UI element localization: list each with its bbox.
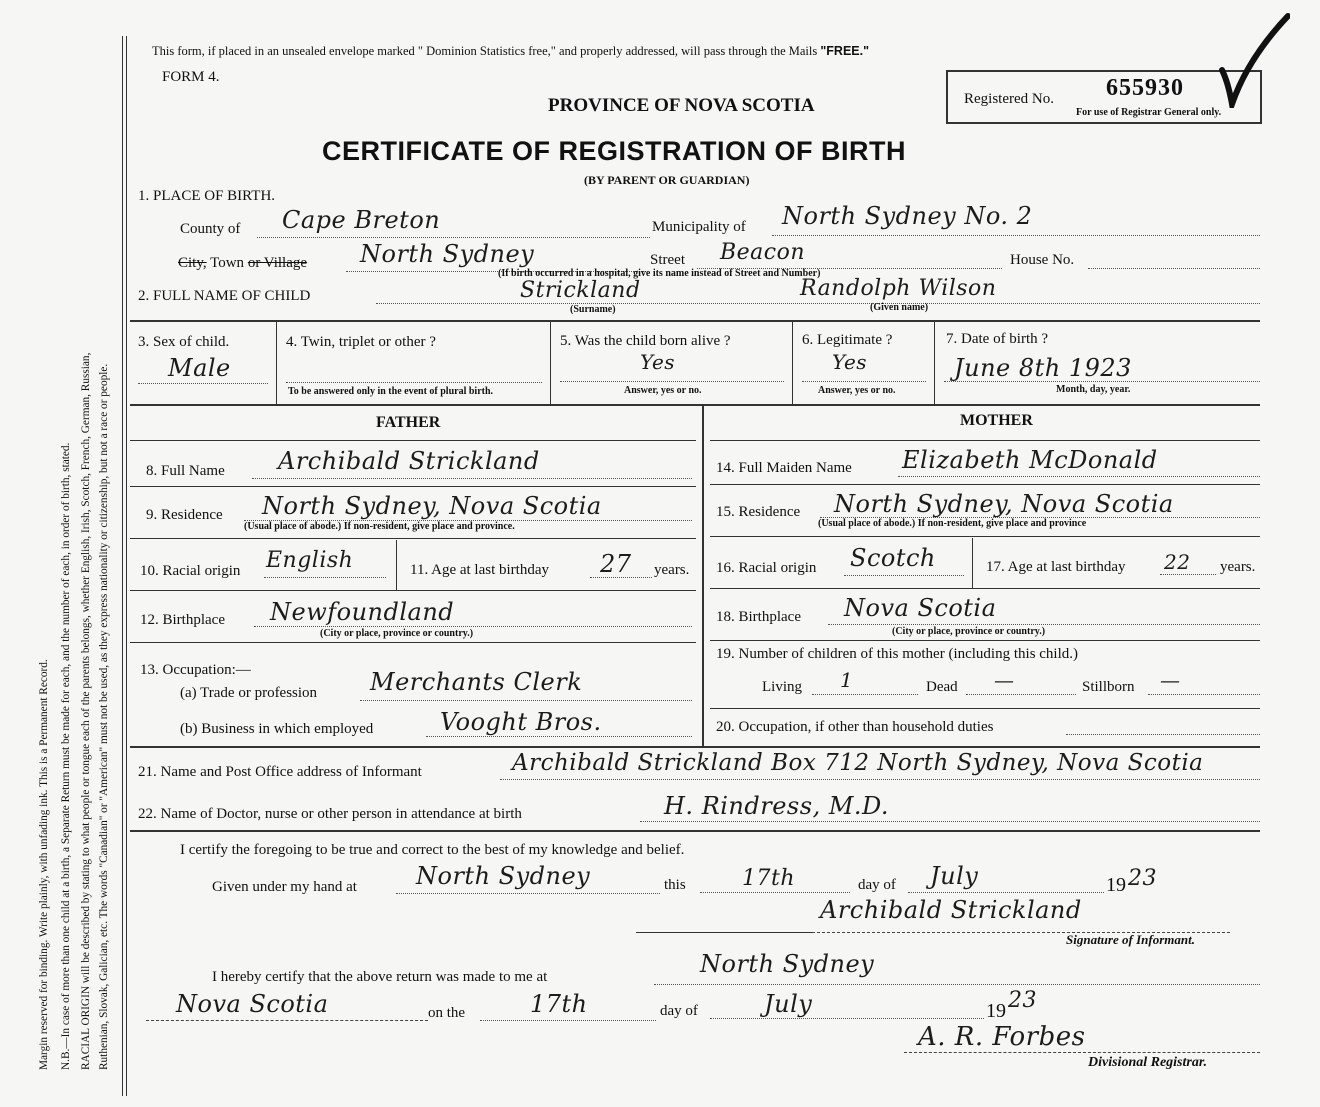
col-divider-4 xyxy=(934,322,935,404)
trade-label: (a) Trade or profession xyxy=(180,685,318,701)
mother-row-rule-3 xyxy=(710,588,1260,589)
binding-margin-line xyxy=(122,36,123,1096)
father-birthplace-note: (City or place, province or country.) xyxy=(320,628,474,639)
registrar-place-1: North Sydney xyxy=(700,950,875,978)
informant-line xyxy=(500,779,1260,780)
county-label: County of xyxy=(180,221,241,237)
mother-race-line xyxy=(844,575,964,576)
given-year-value: 23 xyxy=(1128,866,1157,891)
alive-note: Answer, yes or no. xyxy=(624,385,702,396)
municipality-label: Municipality of xyxy=(652,219,746,235)
row-top-border xyxy=(130,320,1260,322)
mother-birthplace-note: (City or place, province or country.) xyxy=(892,626,1046,637)
side-note-3: RACIAL ORIGIN will be described by stating to what people or tongue each of the parents belongs, whether English, Irish, Scotch, French, German, Russian, xyxy=(80,352,92,1070)
living-value: 1 xyxy=(840,668,854,692)
mother-name-label: 14. Full Maiden Name xyxy=(716,460,852,476)
doctor-label: 22. Name of Doctor, nurse or other person in attendance at birth xyxy=(138,806,522,822)
business-line xyxy=(426,736,692,737)
form-number: FORM 4. xyxy=(162,69,220,85)
mail-notice-text: This form, if placed in an unsealed envelope marked " Dominion Statistics free," and properly addressed, will pass through the Mails xyxy=(152,44,818,58)
side-note-2: N.B.—In case of more than one child at a birth, a Separate Return must be made for each, and the number of each, in order of birth, stated. xyxy=(60,442,72,1070)
given-day-value: 17th xyxy=(742,866,796,891)
alive-label: 5. Was the child born alive ? xyxy=(560,333,731,349)
father-race-label: 10. Racial origin xyxy=(140,563,241,579)
doctor-line xyxy=(640,821,1260,822)
province-heading: PROVINCE OF NOVA SCOTIA xyxy=(548,95,815,116)
children-count-label: 19. Number of children of this mother (including this child.) xyxy=(716,646,1079,662)
mother-birthplace-label: 18. Birthplace xyxy=(716,609,801,625)
registrar-place-line xyxy=(654,984,1260,985)
registrar-place-2-line xyxy=(146,1020,428,1021)
given-day-line xyxy=(700,892,850,893)
col-divider-3 xyxy=(792,322,793,404)
dob-value: June 8th 1923 xyxy=(954,354,1132,382)
father-race-line xyxy=(264,577,386,578)
mother-row-rule-4 xyxy=(710,640,1260,641)
mother-residence-value: North Sydney, Nova Scotia xyxy=(834,490,1174,518)
mother-residence-label: 15. Residence xyxy=(716,504,801,520)
registrar-year-value: 23 xyxy=(1008,988,1037,1013)
mother-name-value: Elizabeth McDonald xyxy=(902,446,1158,474)
dead-value: — xyxy=(994,668,1015,692)
col-divider-2 xyxy=(550,322,551,404)
town-value: North Sydney xyxy=(360,240,535,268)
occupation-label: 13. Occupation:— xyxy=(140,662,251,678)
alive-line xyxy=(560,381,784,382)
twin-label: 4. Twin, triplet or other ? xyxy=(286,334,436,350)
registered-number: 655930 xyxy=(1106,75,1184,101)
town-label: Town xyxy=(210,255,245,271)
registrar-month-value: July xyxy=(764,990,813,1018)
father-residence-note: (Usual place of abode.) If non-resident, give place and province. xyxy=(244,521,515,532)
father-race-value: English xyxy=(266,548,354,573)
day-of-label: day of xyxy=(858,877,896,893)
signature-underline-left xyxy=(636,932,812,933)
father-residence-label: 9. Residence xyxy=(146,507,223,523)
sex-line xyxy=(138,383,268,384)
street-label: Street xyxy=(650,252,685,268)
stillborn-value: — xyxy=(1160,668,1181,692)
given-month-value: July xyxy=(930,862,979,890)
father-race-divider xyxy=(396,540,397,590)
certificate-title: CERTIFICATE OF REGISTRATION OF BIRTH xyxy=(322,136,906,166)
doctor-value: H. Rindress, M.D. xyxy=(664,792,890,820)
legitimate-line xyxy=(802,381,926,382)
business-value: Vooght Bros. xyxy=(440,708,602,736)
mother-row-rule-2 xyxy=(710,536,1260,537)
binding-margin-line-2 xyxy=(126,36,127,1096)
father-residence-value: North Sydney, Nova Scotia xyxy=(262,492,602,520)
child-given-name: Randolph Wilson xyxy=(800,276,997,301)
mother-birthplace-line xyxy=(828,624,1260,625)
father-name-line xyxy=(252,478,692,479)
doctor-bottom-rule xyxy=(130,830,1260,832)
mother-age-label: 17. Age at last birthday xyxy=(986,559,1126,575)
informant-signature: Archibald Strickland xyxy=(820,896,1082,924)
registrar-label: Divisional Registrar. xyxy=(1088,1055,1208,1070)
this-label: this xyxy=(664,877,686,893)
mother-row-rule-1 xyxy=(710,484,1260,485)
parents-bottom-rule xyxy=(130,746,1260,748)
city-town-label xyxy=(178,255,307,272)
alive-value: Yes xyxy=(640,350,676,374)
business-label: (b) Business in which employed xyxy=(180,721,374,737)
father-birthplace-label: 12. Birthplace xyxy=(140,612,225,628)
registrar-place-2: Nova Scotia xyxy=(176,990,329,1018)
father-age-value: 27 xyxy=(600,550,632,578)
municipality-value: North Sydney No. 2 xyxy=(782,202,1033,230)
mother-row-rule-5 xyxy=(710,708,1260,709)
mother-age-value: 22 xyxy=(1164,550,1191,574)
dead-label: Dead xyxy=(926,679,958,695)
mother-race-divider xyxy=(972,538,973,588)
registrar-day-of-label: day of xyxy=(660,1003,698,1019)
mother-heading: MOTHER xyxy=(960,412,1033,429)
registrar-day-line xyxy=(480,1020,656,1021)
county-value: Cape Breton xyxy=(282,206,441,234)
mother-occupation-line xyxy=(1066,734,1260,735)
mother-race-label: 16. Racial origin xyxy=(716,560,817,576)
given-year-prefix: 19 xyxy=(1106,874,1126,896)
registered-label: Registered No. xyxy=(964,91,1054,107)
on-the-label: on the xyxy=(428,1005,466,1021)
father-heading-rule xyxy=(130,440,696,441)
given-name-caption: (Given name) xyxy=(870,302,929,313)
stillborn-line xyxy=(1148,694,1260,695)
registrar-statement: I hereby certify that the above return was made to me at xyxy=(212,969,548,985)
trade-line xyxy=(360,700,692,701)
living-label: Living xyxy=(762,679,802,695)
surname-caption: (Surname) xyxy=(570,304,616,315)
twin-line xyxy=(286,382,542,383)
stillborn-label: Stillborn xyxy=(1082,679,1135,695)
dob-note: Month, day, year. xyxy=(1056,384,1131,395)
parents-divider xyxy=(702,406,704,746)
trade-value: Merchants Clerk xyxy=(370,668,583,696)
mother-residence-note: (Usual place of abode.) If non-resident, give place and province xyxy=(818,518,1087,529)
mother-age-unit: years. xyxy=(1220,559,1256,575)
registrar-year-prefix: 19 xyxy=(986,1000,1006,1022)
father-row-rule-2 xyxy=(130,538,696,539)
mother-heading-rule xyxy=(710,440,1260,441)
side-note-1: Margin reserved for binding. Write plainly, with unfading ink. This is a Permanent Record. xyxy=(38,659,50,1070)
mother-name-line xyxy=(898,476,1260,477)
father-row-rule-3 xyxy=(130,590,696,591)
mother-race-value: Scotch xyxy=(850,544,936,572)
county-line xyxy=(257,237,650,238)
dob-label: 7. Date of birth ? xyxy=(946,331,1049,347)
father-row-rule-4 xyxy=(130,642,696,643)
dead-line xyxy=(966,694,1076,695)
row-bottom-border xyxy=(130,404,1260,406)
twin-note: To be answered only in the event of plural birth. xyxy=(288,386,494,397)
informant-signature-label: Signature of Informant. xyxy=(1066,932,1195,947)
father-birthplace-value: Newfoundland xyxy=(270,598,455,626)
father-name-value: Archibald Strickland xyxy=(278,447,540,475)
sex-value: Male xyxy=(168,354,231,382)
certificate-subtitle: (BY PARENT OR GUARDIAN) xyxy=(584,173,750,187)
house-label: House No. xyxy=(1010,252,1075,268)
father-name-label: 8. Full Name xyxy=(146,463,225,479)
father-row-rule-1 xyxy=(130,486,696,487)
mother-age-line xyxy=(1160,574,1216,575)
father-age-label: 11. Age at last birthday xyxy=(410,562,549,578)
mother-birthplace-value: Nova Scotia xyxy=(844,594,997,622)
registrar-signature: A. R. Forbes xyxy=(918,1022,1086,1052)
given-under-label: Given under my hand at xyxy=(212,879,357,895)
legitimate-label: 6. Legitimate ? xyxy=(802,332,893,348)
certify-statement: I certify the foregoing to be true and correct to the best of my knowledge and belief. xyxy=(180,842,685,858)
child-name-label: 2. FULL NAME OF CHILD xyxy=(138,288,311,304)
place-of-birth-label: 1. PLACE OF BIRTH. xyxy=(138,188,276,204)
hospital-note: (If birth occurred in a hospital, give its name instead of Street and Number) xyxy=(498,268,821,279)
living-line xyxy=(812,694,918,695)
village-label: or Village xyxy=(247,255,308,271)
given-month-line xyxy=(908,892,1104,893)
informant-value: Archibald Strickland Box 712 North Sydney, Nova Scotia xyxy=(512,750,1204,776)
sex-label: 3. Sex of child. xyxy=(138,334,230,350)
legitimate-value: Yes xyxy=(832,350,868,374)
informant-label: 21. Name and Post Office address of Informant xyxy=(138,764,422,780)
registrar-day-value: 17th xyxy=(530,990,588,1018)
registrar-note: For use of Registrar General only. xyxy=(1076,107,1222,118)
mother-occupation-label: 20. Occupation, if other than household duties xyxy=(716,719,994,735)
street-value: Beacon xyxy=(720,240,806,265)
registrar-month-line xyxy=(710,1018,984,1019)
house-line xyxy=(1088,268,1260,269)
father-heading: FATHER xyxy=(376,414,441,431)
given-place-line xyxy=(396,893,660,894)
side-note-4: Ruthenian, Slovak, Galician, etc. The words "Canadian" or "American" must not be used, as they express nationality or citizenship, but not a race or people. xyxy=(98,363,110,1070)
child-name-line xyxy=(376,303,1260,304)
given-place-value: North Sydney xyxy=(416,862,591,890)
mail-notice xyxy=(152,44,869,59)
father-age-unit: years. xyxy=(654,562,690,578)
father-birthplace-line xyxy=(254,626,692,627)
municipality-line xyxy=(772,235,1260,236)
child-surname: Strickland xyxy=(520,278,641,303)
checkmark-icon xyxy=(1218,12,1290,108)
mail-notice-free: "FREE." xyxy=(820,44,870,58)
legitimate-note: Answer, yes or no. xyxy=(818,385,896,396)
city-label: City, xyxy=(178,255,207,271)
col-divider-1 xyxy=(276,322,277,404)
registrar-signature-line xyxy=(904,1052,1260,1053)
registered-box xyxy=(946,70,1262,124)
